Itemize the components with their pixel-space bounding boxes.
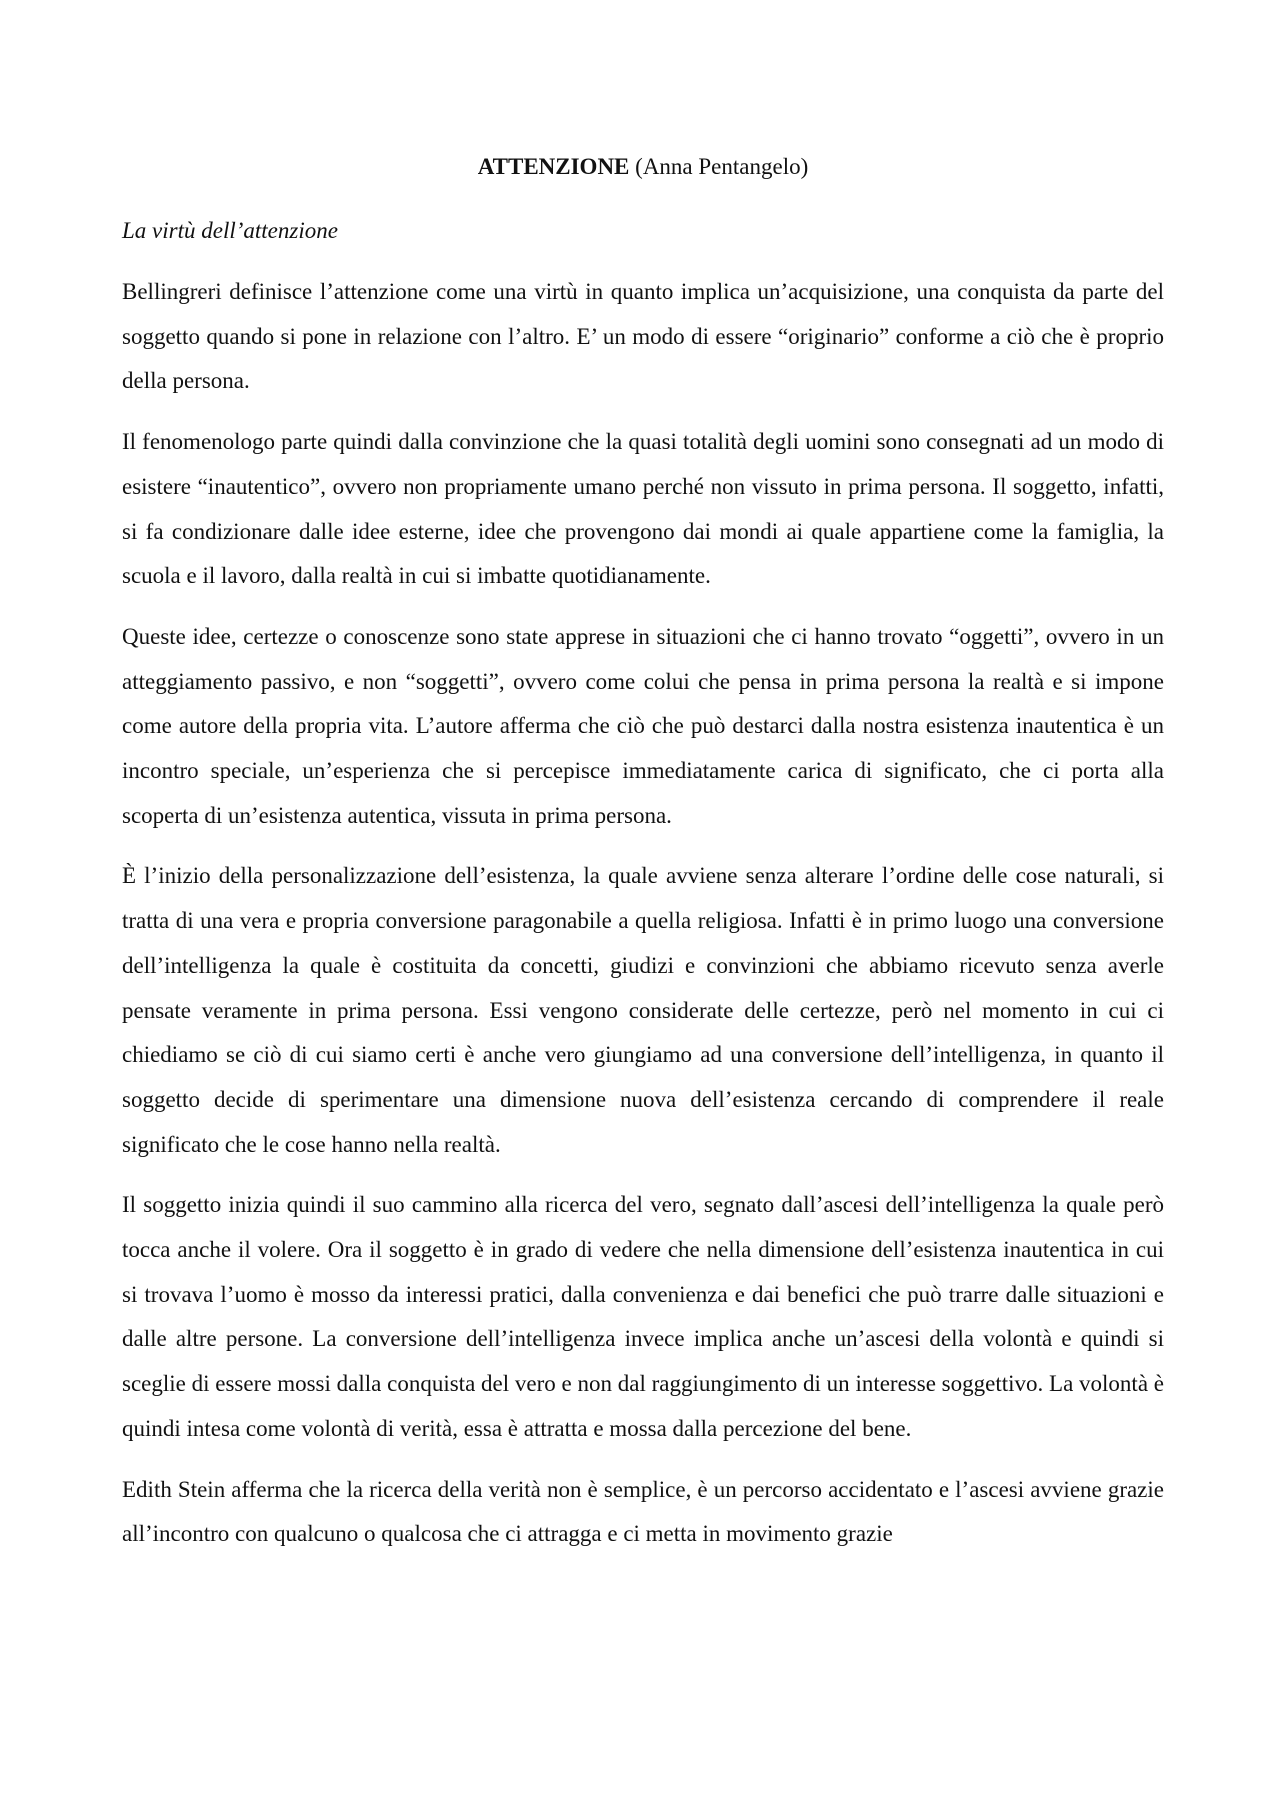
title-bold: ATTENZIONE xyxy=(477,154,630,179)
paragraph-4: È l’inizio della personalizzazione dell’esistenza, la quale avviene senza alterare l’ordine delle cose naturali, si tratta di una vera e propria conversione paragonabile a quella religiosa. Infatti è in primo luogo una conversione dell’intelligenza la quale è costituita da concetti, giudizi e convinzioni che abbiamo ricevuto senza averle pensate veramente in prima persona. Essi vengono considerate delle certezze, però nel momento in cui ci chiediamo se ciò di cui siamo certi è anche vero giungiamo ad una conversione dell’intelligenza, in quanto il soggetto decide di sperimentare una dimensione nuova dell’esistenza cercando di comprendere il reale significato che le cose hanno nella realtà. xyxy=(122,863,1164,1157)
document-body xyxy=(122,150,1164,1573)
title-author: (Anna Pentangelo) xyxy=(629,154,809,179)
paragraph-1: Bellingreri definisce l’attenzione come una virtù in quanto implica un’acquisizione, una conquista da parte del soggetto quando si pone in relazione con l’altro. E’ un modo di essere “originario” conforme a ciò che è proprio della persona. xyxy=(122,279,1164,394)
page-title xyxy=(122,150,1164,184)
paragraph-6: Edith Stein afferma che la ricerca della verità non è semplice, è un percorso accidentato e l’ascesi avviene grazie all’incontro con qualcuno o qualcosa che ci attragga e ci metta in movimento grazie xyxy=(122,1476,1164,1547)
paragraph-3: Queste idee, certezze o conoscenze sono state apprese in situazioni che ci hanno trovato “oggetti”, ovvero in un atteggiamento passivo, e non “soggetti”, ovvero come colui che pensa in prima persona la realtà e si impone come autore della propria vita. L’autore afferma che ciò che può destarci dalla nostra esistenza inautentica è un incontro speciale, un’esperienza che si percepisce immediatamente carica di significato, che ci porta alla scoperta di un’esistenza autentica, vissuta in prima persona. xyxy=(122,623,1164,828)
paragraph-5: Il soggetto inizia quindi il suo cammino alla ricerca del vero, segnato dall’ascesi dell’intelligenza la quale però tocca anche il volere. Ora il soggetto è in grado di vedere che nella dimensione dell’esistenza inautentica in cui si trovava l’uomo è mosso da interessi pratici, dalla convenienza e dai benefici che può trarre dalle situazioni e dalle altre persone. La conversione dell’intelligenza invece implica anche un’ascesi della volontà e quindi si sceglie di essere mossi dalla conquista del vero e non dal raggiungimento di un interesse soggettivo. La volontà è quindi intesa come volontà di verità, essa è attratta e mossa dalla percezione del bene. xyxy=(122,1192,1164,1441)
section-heading: La virtù dell’attenzione xyxy=(122,218,338,243)
paragraph-2: Il fenomenologo parte quindi dalla convinzione che la quasi totalità degli uomini sono consegnati ad un modo di esistere “inautentico”, ovvero non propriamente umano perché non vissuto in prima persona. Il soggetto, infatti, si fa condizionare dalle idee esterne, idee che provengono dai mondi ai quale appartiene come la famiglia, la scuola e il lavoro, dalla realtà in cui si imbatte quotidianamente. xyxy=(122,429,1164,589)
